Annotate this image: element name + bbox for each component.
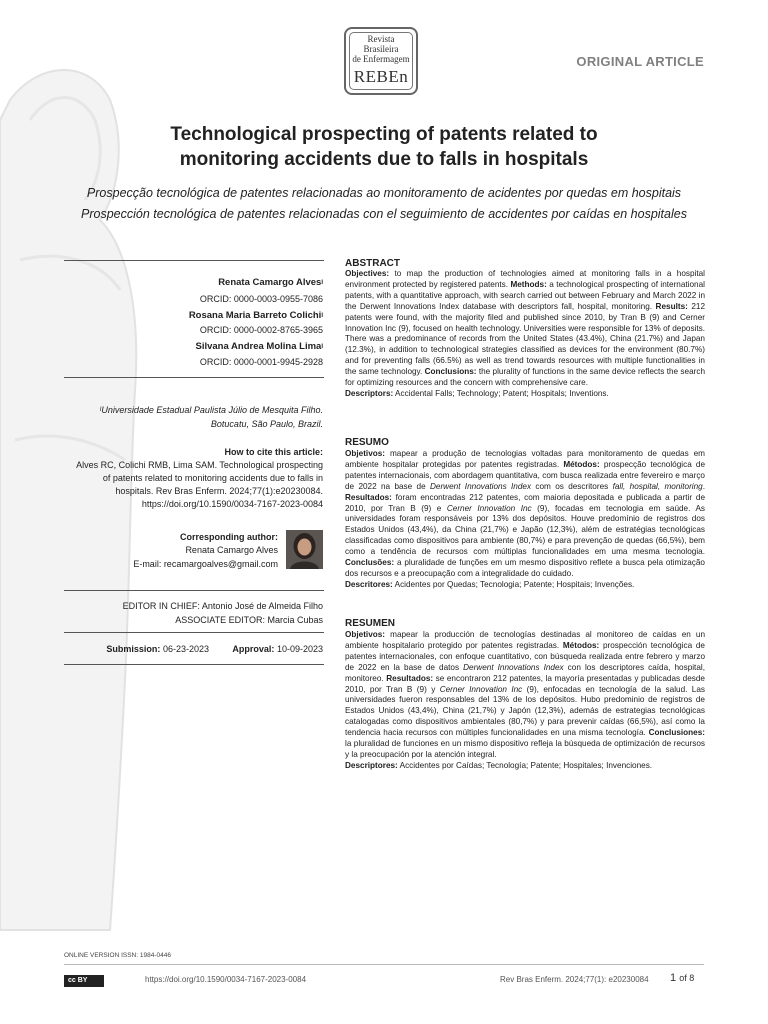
corresponding-heading: Corresponding author: bbox=[180, 532, 278, 542]
author-name bbox=[218, 277, 323, 289]
resumen-conclusions: la pluralidad de funciones en un mismo dispositivo refleja la búsqueda de optimización de recursos y la preocupación por la atención integral. bbox=[345, 739, 705, 759]
resumo-conclusions-label: Conclusões: bbox=[345, 558, 395, 568]
resumo-methods-c: . bbox=[702, 481, 705, 491]
abstract-objectives: to map the production of technologies aimed at monitoring falls in a hospital environment protected by registered patents. bbox=[345, 269, 705, 289]
resumo-objectives-label: Objetivos: bbox=[345, 449, 386, 458]
author-superscript: I bbox=[321, 280, 323, 286]
abstract-results: 212 patents were found, with the majority filed and published since 2010, by Tran B (9) and Cerner Innovation Inc (9), focused on health technology. Universities were responsible for 13% of deposits. There was a predominance of records from the United States (43.4%), China (21.7%) and Japan (12.3%), in addition to technological strategies classified as devices for the environment (80.7%) and for preventing falls (66.5%) as well as trend towards resources with multiple functionalities in the same technology. bbox=[345, 301, 705, 377]
cite-heading: How to cite this article: bbox=[224, 447, 323, 457]
affiliation-superscript: I bbox=[99, 407, 102, 413]
divider bbox=[64, 590, 324, 591]
approval-date bbox=[232, 643, 323, 655]
abstract-descriptors: Accidental Falls; Technology; Patent; Hospitals; Inventions. bbox=[393, 388, 609, 398]
resumen-body bbox=[345, 630, 705, 772]
subtitle-spanish: Prospección tecnológica de patentes relacionadas con el seguimiento de accidentes por caídas en hospitales bbox=[81, 207, 687, 221]
cc-license-text: cc BY bbox=[68, 977, 88, 984]
resumo-descriptors: Acidentes por Quedas; Tecnologia; Patente; Hospitais; Invenções. bbox=[392, 579, 635, 589]
cite-doi-link[interactable]: https://doi.org/10.1590/0034-7167-2023-0084 bbox=[141, 499, 323, 509]
logo-line-1: Revista bbox=[367, 34, 395, 44]
abstract-objectives-label: Objectives: bbox=[345, 269, 390, 278]
author-superscript: I bbox=[321, 313, 323, 319]
resumo-methods-italic-2: fall, hospital, monitoring bbox=[612, 481, 703, 491]
divider bbox=[64, 664, 324, 665]
resumen-objectives: mapear la producción de tecnologías destinadas al monitoreo de caídas en un ambiente hospitalario protegido por patentes registradas. bbox=[345, 630, 705, 650]
logo-text bbox=[346, 34, 416, 64]
resumen-results-a: se encontraron 212 patentes, la mayoría presentadas y publicadas desde 2010, por Tran B (9) y bbox=[345, 673, 705, 694]
resumo-body bbox=[345, 449, 705, 591]
footer-divider bbox=[64, 964, 704, 965]
affiliation-line-2: Botucatu, São Paulo, Brazil. bbox=[210, 419, 323, 429]
resumen-methods-italic: Derwent Innovations Index bbox=[463, 662, 564, 672]
cite-line: of patents related to monitoring accidents due to falls in bbox=[102, 473, 323, 483]
author-superscript: I bbox=[321, 344, 323, 350]
resumo-results-label: Resultados: bbox=[345, 492, 392, 502]
author-name bbox=[189, 310, 323, 322]
author-name-text: Silvana Andrea Molina Lima bbox=[195, 341, 322, 352]
abstract-body bbox=[345, 269, 705, 400]
affiliation bbox=[100, 404, 323, 416]
abstract-methods-label: Methods: bbox=[510, 279, 547, 289]
resumen-heading: RESUMEN bbox=[345, 618, 396, 629]
author-name-text: Rosana Maria Barreto Colichi bbox=[188, 310, 322, 321]
divider bbox=[64, 377, 324, 378]
resumo-methods-b: com os descritores bbox=[531, 481, 613, 491]
journal-logo bbox=[344, 27, 418, 95]
author-orcid[interactable]: ORCID: 0000-0003-0955-7086 bbox=[199, 294, 323, 304]
resumen-methods-b: con los descriptores caída, hospital, monitoreo. bbox=[345, 662, 705, 683]
editor-in-chief: EDITOR IN CHIEF: Antonio José de Almeida Filho bbox=[122, 601, 323, 611]
cite-line: Alves RC, Colichi RMB, Lima SAM. Technological prospecting bbox=[76, 460, 323, 470]
resumen-results-b: (9), enfocadas en tecnología de la salud. Las universidades fueron responsables del 13% de los depósitos. Hubo predominio de registros de Estados Unidos (43,4%), China (21,7%) y Japón (12,3%), además de estrategias tecnológicas catalogadas como dispositivos ambientales (80,7%) y para prevenir caídas (66,5%), así como la tendencia hacia recursos con múltiples funcionalidades en una misma tecnología. bbox=[345, 684, 706, 738]
subtitle-portuguese: Prospecção tecnológica de patentes relacionadas ao monitoramento de acidentes por quedas em hospitais bbox=[86, 186, 682, 200]
resumo-results-a: foram encontradas 212 patentes, com maioria depositada e publicada a partir de 2010, por Tran B (9) e bbox=[345, 492, 705, 513]
corresponding-name: Renata Camargo Alves bbox=[185, 545, 278, 555]
author-photo bbox=[286, 530, 323, 569]
approval-label: Approval: bbox=[232, 644, 275, 654]
divider bbox=[64, 260, 324, 261]
abstract-conclusions-label: Conclusions: bbox=[424, 367, 477, 377]
article-title bbox=[60, 122, 708, 172]
resumo-conclusions: a pluralidade de funções em um mesmo dispositivo reflete a busca pela otimização dos recursos e a preocupação com a integralidade do cuidado. bbox=[345, 558, 705, 578]
submission-label: Submission: bbox=[106, 644, 161, 654]
logo-line-2: Brasileira bbox=[363, 44, 399, 54]
submission-value: 06-23-2023 bbox=[162, 644, 209, 654]
author-name-text: Renata Camargo Alves bbox=[218, 277, 322, 288]
resumen-results-label: Resultados: bbox=[386, 673, 434, 683]
logo-mark: REBEn bbox=[353, 67, 409, 86]
page-number bbox=[670, 972, 694, 984]
resumo-methods-label: Métodos: bbox=[563, 459, 600, 469]
footer-citation: Rev Bras Enferm. 2024;77(1): e20230084 bbox=[500, 975, 649, 984]
approval-value: 10-09-2023 bbox=[276, 644, 323, 654]
resumo-heading: RESUMO bbox=[345, 437, 389, 448]
cite-line: hospitals. Rev Bras Enferm. 2024;77(1):e20230084. bbox=[115, 486, 323, 496]
author-orcid[interactable]: ORCID: 0000-0002-8765-3965 bbox=[199, 325, 323, 335]
resumen-results-italic: Cerner Innovation Inc bbox=[439, 684, 523, 694]
resumo-objectives: mapear a produção de tecnologias voltadas para monitoramento de quedas em ambiente hospitalar protegidas por patentes registradas. bbox=[345, 449, 705, 469]
author-orcid[interactable]: ORCID: 0000-0001-9945-2928 bbox=[199, 357, 323, 367]
resumen-methods-a: prospección tecnológica de patentes internacionales, con enfoque cuantitativo, con búsqueda realizada entre febrero y marzo de 2022 en la base de datos bbox=[345, 640, 705, 672]
article-type: ORIGINAL ARTICLE bbox=[576, 54, 704, 69]
abstract-heading: ABSTRACT bbox=[345, 258, 400, 269]
affiliation-line-1: Universidade Estadual Paulista Júlio de Mesquita Filho. bbox=[101, 405, 323, 415]
title-line-1: Technological prospecting of patents related to bbox=[170, 124, 598, 145]
cc-license-icon[interactable] bbox=[64, 975, 104, 987]
resumen-methods-label: Métodos: bbox=[562, 640, 600, 650]
resumen-descriptors-label: Descriptores: bbox=[345, 760, 398, 770]
abstract-methods: a technological prospecting of international patents, with a quantitative approach, with search carried out between February and March 2022 in the Derwent Innovations Index database with descriptors fall, hospital, monitoring. bbox=[345, 279, 705, 311]
resumen-descriptors: Accidentes por Caídas; Tecnología; Patente; Hospitales; Invenciones. bbox=[397, 760, 653, 770]
resumo-results-italic: Cerner Innovation Inc bbox=[446, 503, 532, 513]
abstract-conclusions: the plurality of functions in the same device reflects the search for optimizing resources and the concern with comprehensive care. bbox=[345, 367, 705, 388]
submission-date bbox=[106, 643, 209, 655]
resumen-objectives-label: Objetivos: bbox=[345, 630, 386, 639]
resumo-results-b: (9), focadas em tecnologia em saúde. As universidades foram responsáveis por 13% dos depósitos. Houve predomínio de registros dos Estados Unidos (43,4%), da China (21,7%) e Japão (12,3%), além de estratégias tecnológicas classificadas como dispositivos para ambiente (80,7%) e para prevenção de quedas (66,5%), bem como a tendência de recursos com múltiplas funcionalidades em uma mesma tecnologia. bbox=[345, 503, 706, 557]
abstract-descriptors-label: Descriptors: bbox=[345, 388, 394, 398]
title-line-2: monitoring accidents due to falls in hospitals bbox=[179, 149, 589, 170]
resumen-conclusions-label: Conclusiones: bbox=[648, 728, 705, 738]
resumo-methods-a: prospecção tecnológica de patentes internacionais, com abordagem quantitativa, com busca realizada entre fevereiro e março de 2022 na base de bbox=[345, 459, 705, 491]
abstract-results-label: Results: bbox=[655, 301, 688, 311]
resumo-descriptors-label: Descritores: bbox=[345, 579, 393, 589]
logo-line-3: de Enfermagem bbox=[352, 54, 410, 64]
footer-issn: ONLINE VERSION ISSN: 1984-0446 bbox=[64, 952, 171, 959]
page-total: of 8 bbox=[679, 973, 695, 983]
page-current: 1 bbox=[670, 972, 677, 984]
associate-editor: ASSOCIATE EDITOR: Marcia Cubas bbox=[175, 615, 323, 625]
corresponding-email[interactable]: E-mail: recamargoalves@gmail.com bbox=[133, 559, 278, 569]
author-photo-image bbox=[286, 530, 323, 569]
divider bbox=[64, 632, 324, 633]
author-name bbox=[196, 341, 324, 353]
footer-doi-link[interactable]: https://doi.org/10.1590/0034-7167-2023-0084 bbox=[145, 975, 307, 984]
resumo-methods-italic: Derwent Innovations Index bbox=[429, 481, 532, 491]
